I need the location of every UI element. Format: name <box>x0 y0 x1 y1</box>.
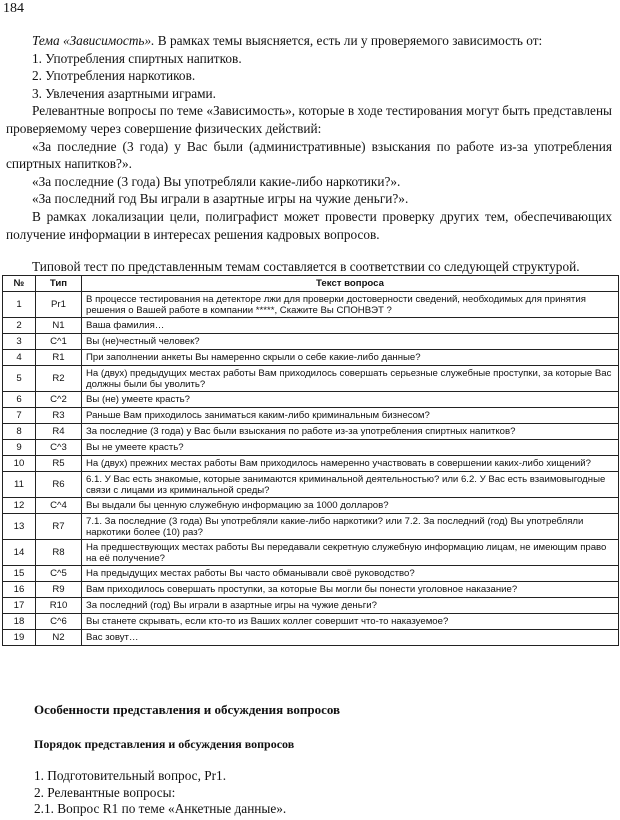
cell-number: 11 <box>3 472 36 498</box>
cell-type: R5 <box>36 456 82 472</box>
cell-type: N1 <box>36 318 82 334</box>
table-row <box>3 292 619 318</box>
cell-number: 15 <box>3 566 36 582</box>
cell-question: При заполнении анкеты Вы намеренно скрыли о себе какие-либо данные? <box>82 350 619 366</box>
table-header-row <box>3 276 619 292</box>
list-item: 2.1. Вопрос R1 по теме «Анкетные данные». <box>34 801 287 816</box>
table-caption: Типовой тест по представленным темам составляется в соответствии со следующей структурой. <box>32 259 580 274</box>
cell-question: Вам приходилось совершать проступки, за которые Вы могли бы понести уголовное наказание? <box>82 582 619 598</box>
table-row <box>3 540 619 566</box>
cell-type: C^6 <box>36 614 82 630</box>
cell-number: 12 <box>3 498 36 514</box>
cell-number: 1 <box>3 292 36 318</box>
topic-title: Тема «Зависимость». <box>32 33 155 48</box>
cell-type: R2 <box>36 366 82 392</box>
cell-number: 8 <box>3 424 36 440</box>
cell-question: Вы (не)честный человек? <box>82 334 619 350</box>
cell-question: За последние (3 года) у Вас были взыскания по работе из-за употребления спиртных напитков? <box>82 424 619 440</box>
table-row <box>3 456 619 472</box>
table-row <box>3 350 619 366</box>
cell-number: 9 <box>3 440 36 456</box>
page-number: 184 <box>3 1 24 16</box>
table-row <box>3 598 619 614</box>
cell-question: Вы (не) умеете красть? <box>82 392 619 408</box>
cell-question: На предыдущих местах работы Вы часто обманывали своё руководство? <box>82 566 619 582</box>
cell-type: C^4 <box>36 498 82 514</box>
question-quote: «За последние (3 года) Вы употребляли какие-либо наркотики?». <box>32 173 401 189</box>
cell-type: R4 <box>36 424 82 440</box>
cell-number: 7 <box>3 408 36 424</box>
localization-paragraph: В рамках локализации цели, полиграфист может провести проверку других тем, обеспечивающих получение информации в интересах решения кадровых вопросов. <box>6 208 612 242</box>
table-row <box>3 566 619 582</box>
cell-question: Вы выдали бы ценную служебную информацию за 1000 долларов? <box>82 498 619 514</box>
cell-question: На (двух) прежних местах работы Вам приходилось намеренно участвовать в совершении каких-либо хищений? <box>82 456 619 472</box>
cell-question: Вас зовут… <box>82 630 619 646</box>
header-number: № <box>3 276 36 292</box>
cell-number: 13 <box>3 514 36 540</box>
cell-type: R8 <box>36 540 82 566</box>
cell-question: Вы станете скрывать, если кто-то из Ваших коллег совершит что-то наказуемое? <box>82 614 619 630</box>
intro-text <box>6 32 612 243</box>
table-caption-block <box>6 258 612 276</box>
cell-type: R7 <box>36 514 82 540</box>
questions-table <box>2 275 619 646</box>
header-text: Текст вопроса <box>82 276 619 292</box>
cell-type: N2 <box>36 630 82 646</box>
list-item: 1. Употребления спиртных напитков. <box>32 50 242 66</box>
cell-number: 4 <box>3 350 36 366</box>
relevant-paragraph: Релевантные вопросы по теме «Зависимость», которые в ходе тестирования могут быть представлены проверяемому через совершение физических действий: <box>6 103 612 136</box>
cell-type: Pr1 <box>36 292 82 318</box>
table-row <box>3 582 619 598</box>
table-row <box>3 514 619 540</box>
table-row <box>3 334 619 350</box>
cell-number: 19 <box>3 630 36 646</box>
bottom-list <box>34 768 286 818</box>
subsection-heading: Порядок представления и обсуждения вопросов <box>34 737 295 751</box>
table-row <box>3 440 619 456</box>
cell-type: C^5 <box>36 566 82 582</box>
cell-number: 5 <box>3 366 36 392</box>
list-item: 2. Употребления наркотиков. <box>32 68 196 84</box>
cell-number: 6 <box>3 392 36 408</box>
cell-question: Ваша фамилия… <box>82 318 619 334</box>
cell-type: C^3 <box>36 440 82 456</box>
table-row <box>3 424 619 440</box>
cell-type: R9 <box>36 582 82 598</box>
cell-type: C^2 <box>36 392 82 408</box>
table-row <box>3 408 619 424</box>
table-row <box>3 318 619 334</box>
question-quote: «За последние (3 года) у Вас были (административные) взыскания по работе из-за употребления спиртных напитков?». <box>6 138 612 172</box>
table-row <box>3 472 619 498</box>
list-item: 1. Подготовительный вопрос, Pr1. <box>34 768 227 783</box>
table-row <box>3 366 619 392</box>
cell-question: За последний (год) Вы играли в азартные игры на чужие деньги? <box>82 598 619 614</box>
cell-number: 3 <box>3 334 36 350</box>
header-type: Тип <box>36 276 82 292</box>
cell-question: В процессе тестирования на детекторе лжи для проверки достоверности сведений, необходимых для принятия решения о Вашей работе в компании *****, Скажите Вы СПОНВЭТ ? <box>82 292 619 318</box>
cell-number: 17 <box>3 598 36 614</box>
table-row <box>3 630 619 646</box>
list-item: 3. Увлечения азартными играми. <box>32 85 217 101</box>
cell-number: 18 <box>3 614 36 630</box>
cell-type: R10 <box>36 598 82 614</box>
cell-type: R6 <box>36 472 82 498</box>
topic-paragraph <box>6 32 612 50</box>
cell-question: 6.1. У Вас есть знакомые, которые занимаются криминальной деятельностью? или 6.2. У Вас есть взаимовыгодные связи с лицами из криминальной среды? <box>82 472 619 498</box>
table-row <box>3 392 619 408</box>
table-row <box>3 498 619 514</box>
cell-question: На предшествующих местах работы Вы передавали секретную служебную информацию лицам, не имеющим право на её получение? <box>82 540 619 566</box>
cell-number: 2 <box>3 318 36 334</box>
cell-question: На (двух) предыдущих местах работы Вам приходилось совершать серьезные служебные проступки, за которые Вас должны были бы уволить? <box>82 366 619 392</box>
cell-number: 10 <box>3 456 36 472</box>
table-row <box>3 614 619 630</box>
cell-number: 14 <box>3 540 36 566</box>
cell-question: 7.1. За последние (3 года) Вы употребляли какие-либо наркотики? или 7.2. За последний (год) Вы употребляли наркотики более (10) раз? <box>82 514 619 540</box>
cell-type: R1 <box>36 350 82 366</box>
cell-type: R3 <box>36 408 82 424</box>
list-item: 2. Релевантные вопросы: <box>34 784 176 800</box>
section-heading: Особенности представления и обсуждения вопросов <box>34 702 341 717</box>
question-quote: «За последний год Вы играли в азартные игры на чужие деньги?». <box>32 191 409 207</box>
cell-type: C^1 <box>36 334 82 350</box>
cell-question: Раньше Вам приходилось заниматься каким-либо криминальным бизнесом? <box>82 408 619 424</box>
cell-number: 16 <box>3 582 36 598</box>
cell-question: Вы не умеете красть? <box>82 440 619 456</box>
topic-rest: В рамках темы выясняется, есть ли у проверяемого зависимость от: <box>154 33 543 48</box>
